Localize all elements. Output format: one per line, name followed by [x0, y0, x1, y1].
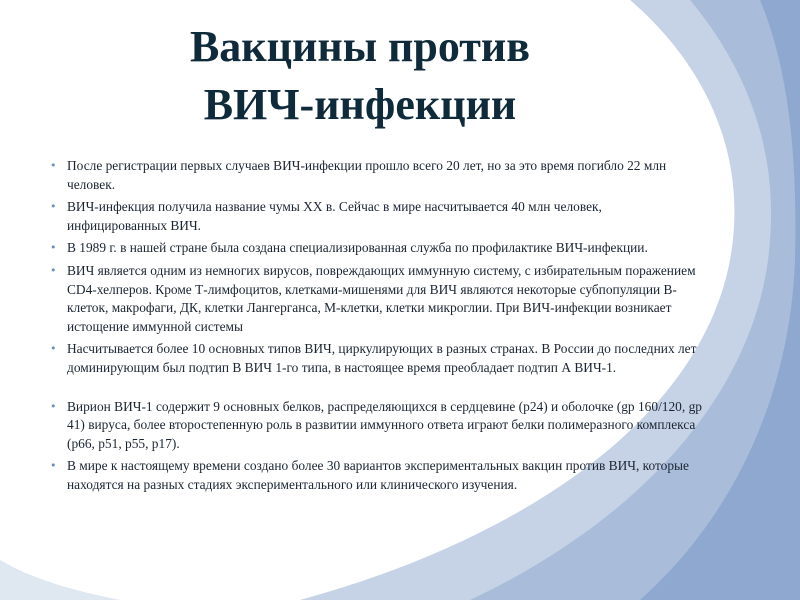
bullet-item: [50, 157, 702, 194]
title-line-1: Вакцины против: [189, 22, 531, 71]
bullet-marker: •: [50, 459, 57, 473]
bullet-item: [50, 198, 702, 235]
bullet-item: [50, 398, 702, 454]
title-line-2: ВИЧ-инфекции: [203, 80, 517, 129]
bullet-marker: •: [50, 342, 57, 356]
bullet-marker: •: [50, 200, 57, 214]
bullet-text: Вирион ВИЧ-1 содержит 9 основных белков, распределяющихся в сердцевине (р24) и оболочке (gp 160/120, gp 41) вируса, более второстепенную роль в развитии иммунного ответа играют белки полимеразного комплекса (р66, р51, р55, р17).: [67, 398, 702, 451]
bullet-text: Насчитывается более 10 основных типов ВИЧ, циркулирующих в разных странах. В России до последних лет доминирующим был подтип В ВИЧ 1-го типа, в настоящее время преобладает подтип А ВИЧ-1.: [67, 341, 697, 375]
background-left-edge: [0, 560, 120, 600]
bullet-text: В 1989 г. в нашей стране была создана специализированная служба по профилактике ВИЧ-инфекции.: [67, 240, 648, 256]
bullet-marker: •: [50, 399, 57, 413]
bullet-marker: •: [50, 263, 57, 277]
bullet-marker: •: [50, 159, 57, 172]
bullet-text: ВИЧ является одним из немногих вирусов, повреждающих иммунную систему, с избирательным поражением CD4-хелперов. Кроме Т-лимфоцитов, клетками-мишенями для ВИЧ являются некоторые субпопуляции В-клеток, макрофаги, ДК, клетки Лангерганса, М-клетки, клетки микроглии. При ВИЧ-инфекции возникает истощение иммунной системы: [67, 262, 696, 334]
bullet-marker: •: [50, 241, 57, 255]
bullet-text: ВИЧ-инфекция получила название чумы XX в. Сейчас в мире насчитывается 40 млн человек, инфицированных ВИЧ.: [67, 199, 602, 233]
slide-title: [100, 18, 620, 134]
bullet-text: После регистрации первых случаев ВИЧ-инфекции прошло всего 20 лет, но за это время погибло 22 млн человек.: [67, 158, 667, 192]
bullet-item: [50, 340, 702, 377]
bullet-text: В мире к настоящему времени создано более 30 вариантов экспериментальных вакцин против ВИЧ, которые находятся на разных стадиях экспериментального или клинического изучения.: [67, 458, 690, 492]
bullet-item: [50, 457, 702, 494]
bullet-list: [50, 157, 702, 499]
bullet-item: [50, 262, 702, 336]
bullet-item: [50, 239, 702, 258]
